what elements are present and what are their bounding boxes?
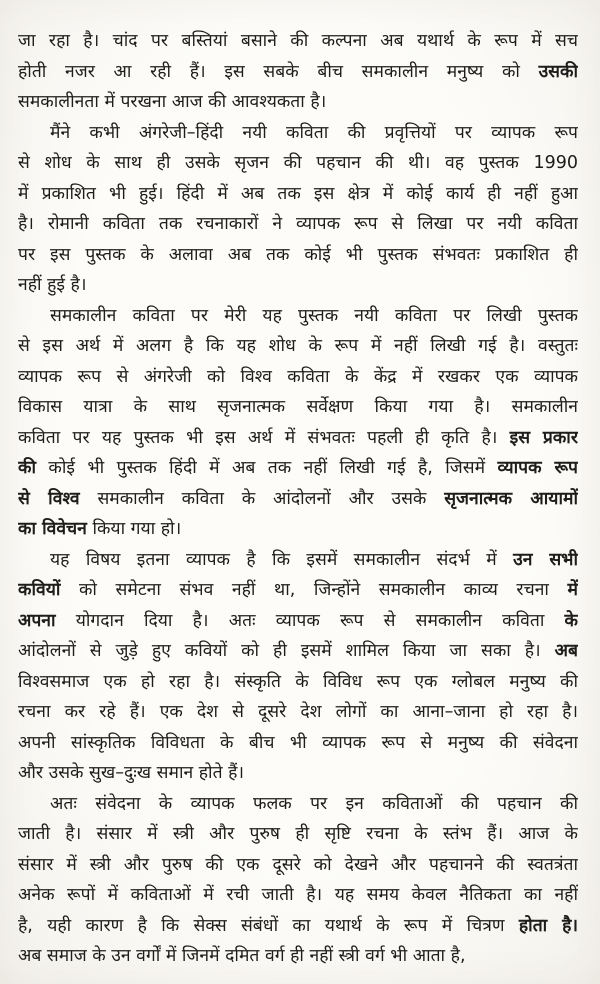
text-run: और उसके सुख–दुःख समान होते हैं।: [18, 763, 245, 783]
text-run: समकालीन कविता के आंदोलनों और उसके: [79, 488, 445, 509]
text-line: [18, 179, 578, 210]
text-run: है, यही कारण है कि सेक्स संबंधों का यथार्थ के रूप में चित्रण: [18, 915, 519, 936]
text-run: अब: [554, 641, 578, 661]
text-line: [18, 911, 578, 942]
text-line: [18, 87, 578, 118]
text-line: [18, 423, 578, 454]
text-line: [18, 789, 578, 820]
text-run: जा रहा है। चांद पर बस्तियां बसाने की कल्पना अब यथार्थ के रूप में सच: [18, 31, 578, 51]
text-run: अपनी सांस्कृतिक विविधता के बीच भी व्यापक रूप से मनुष्य की संवेदना: [18, 732, 578, 753]
text-line: [18, 819, 578, 850]
text-line: [18, 941, 578, 972]
text-line: [18, 453, 578, 484]
text-line: [18, 606, 578, 637]
text-run: कोई भी पुस्तक हिंदी में अब तक नहीं लिखी गई है, जिसमें: [35, 458, 498, 478]
text-line: [18, 575, 578, 606]
text-line: [18, 758, 578, 789]
text-run: इस प्रकार: [509, 427, 578, 448]
text-run: उसकी: [538, 61, 578, 82]
text-line: [18, 362, 578, 393]
text-line: [18, 209, 578, 240]
text-line: [18, 545, 578, 576]
text-run: नहीं हुई है।: [18, 275, 87, 295]
text-run: से शोध के साथ ही उसके सृजन की पहचान की थी। वह पुस्तक 1990: [18, 153, 578, 173]
text-run: अब समाज के उन वर्गों में जिनमें दमित वर्ग ही नहीं स्त्री वर्ग भी आता है,: [18, 946, 466, 966]
paragraph: [18, 26, 578, 118]
text-line: [18, 148, 578, 179]
text-line: [18, 636, 578, 667]
text-line: [18, 240, 578, 271]
text-line: [18, 392, 578, 423]
page-text-block: [18, 26, 578, 972]
text-run: आंदोलनों से जुड़े हुए कवियों को ही इसमें शामिल किया जा सका है।: [18, 641, 555, 661]
text-run: व्यापक रूप से अंगरेजी को विश्व कविता के केंद्र में रखकर एक व्यापक: [18, 366, 578, 387]
text-run: होती नजर आ रही हैं। इस सबके बीच समकालीन मनुष्य को: [18, 61, 539, 82]
text-line: [18, 118, 578, 149]
text-line: [18, 331, 578, 362]
text-run: उन सभी: [513, 549, 578, 570]
text-run: विकास यात्रा के साथ सृजनात्मक सर्वेक्षण किया गया है। समकालीन: [18, 397, 578, 417]
text-run: के: [564, 610, 578, 631]
paragraph: [18, 545, 578, 789]
text-run: समकालीन कविता पर मेरी यह पुस्तक नयी कविता पर लिखी पुस्तक: [50, 305, 578, 326]
paragraph: [18, 789, 578, 972]
text-run: यह विषय इतना व्यापक है कि इसमें समकालीन संदर्भ में: [50, 549, 514, 570]
text-run: है। रोमानी कविता तक रचनाकारों ने व्यापक रूप से लिखा पर नयी कविता: [18, 214, 578, 234]
text-run: जाती है। संसार में स्त्री और पुरुष ही सृष्टि रचना के स्तंभ हैं। आज के: [18, 824, 578, 844]
text-run: से विश्व: [18, 488, 80, 509]
text-line: [18, 697, 578, 728]
text-run: का विवेचन: [18, 519, 87, 539]
text-run: होता है।: [518, 915, 578, 936]
text-line: [18, 850, 578, 881]
text-line: [18, 514, 578, 545]
text-run: पर इस पुस्तक के अलावा अब तक कोई भी पुस्तक संभवतः प्रकाशित ही: [18, 244, 578, 265]
text-run: व्यापक रूप: [497, 458, 578, 478]
text-run: मैंने कभी अंगरेजी–हिंदी नयी कविता की प्रवृत्तियों पर व्यापक रूप: [50, 122, 578, 143]
text-run: विश्वसमाज एक हो रहा है। संस्कृति के विविध रूप एक ग्लोबल मनुष्य की: [18, 671, 578, 692]
text-run: से इस अर्थ में अलग है कि यह शोध के रूप में नहीं लिखी गई है। वस्तुतः: [18, 336, 578, 356]
paragraph: [18, 118, 578, 301]
text-run: की: [18, 458, 36, 478]
text-run: रचना कर रहे हैं। एक देश से दूसरे देश लोगों का आना–जाना हो रहा है।: [18, 702, 578, 722]
text-run: समकालीनता में परखना आज की आवश्यकता है।: [18, 92, 327, 112]
text-run: कवियों: [18, 580, 61, 600]
text-line: [18, 880, 578, 911]
text-line: [18, 26, 578, 57]
text-run: को समेटना संभव नहीं था, जिन्होंने समकालीन काव्य रचना: [60, 580, 568, 600]
text-line: [18, 728, 578, 759]
text-line: [18, 484, 578, 515]
text-line: [18, 667, 578, 698]
text-run: किया गया हो।: [86, 519, 182, 539]
text-run: संसार में स्त्री और पुरुष की एक दूसरे को देखने और पहचानने की स्वतत्रंता: [18, 854, 578, 875]
text-line: [18, 270, 578, 301]
text-line: [18, 301, 578, 332]
text-run: सृजनात्मक आयामों: [444, 488, 578, 509]
paragraph: [18, 301, 578, 545]
text-run: कविता पर यह पुस्तक भी इस अर्थ में संभवतः पहली ही कृति है।: [18, 427, 510, 448]
text-run: अनेक रूपों में कविताओं में रची जाती है। यह समय केवल नैतिकता का नहीं: [18, 885, 578, 905]
text-run: योगदान दिया है। अतः व्यापक रूप से समकालीन कविता: [55, 610, 565, 631]
text-run: अपना: [18, 610, 56, 631]
text-run: में प्रकाशित भी हुई। हिंदी में अब तक इस क्षेत्र में कोई कार्य ही नहीं हुआ: [18, 183, 578, 204]
text-run: अतः संवेदना के व्यापक फलक पर इन कविताओं की पहचान की: [50, 793, 578, 814]
text-line: [18, 57, 578, 88]
text-run: में: [567, 580, 578, 600]
